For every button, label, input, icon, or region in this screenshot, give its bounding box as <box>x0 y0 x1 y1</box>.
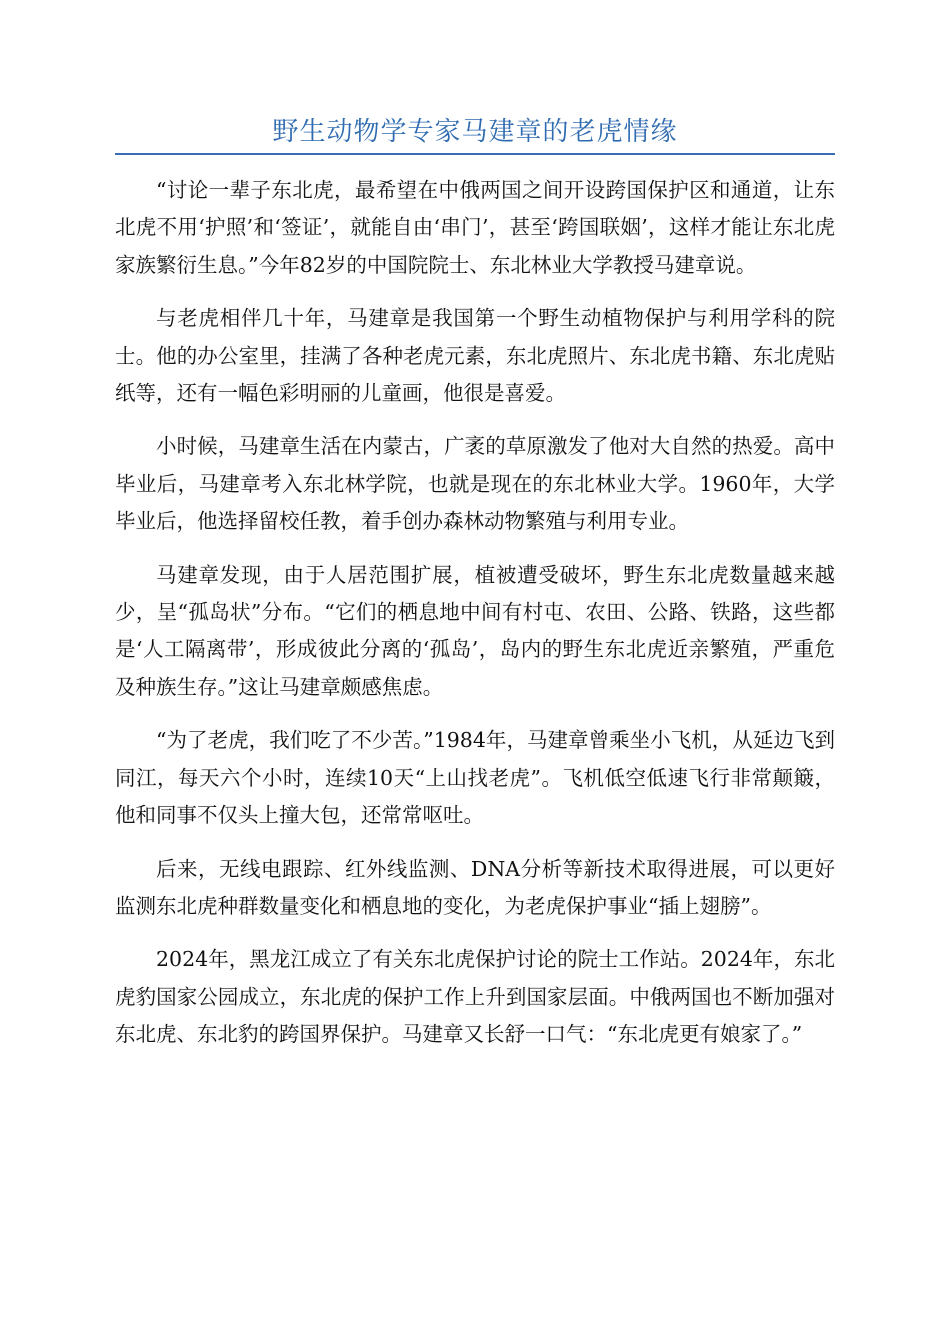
paragraph-2: 与老虎相伴几十年，马建章是我国第一个野生动植物保护与利用学科的院士。他的办公室里，挂满了各种老虎元素，东北虎照片、东北虎书籍、东北虎贴纸等，还有一幅色彩明丽的儿童画，他很是喜爱。 <box>115 306 835 406</box>
document-title: 野生动物学专家马建章的老虎情缘 <box>272 117 678 147</box>
title-underline <box>115 153 835 155</box>
paragraph-5: “为了老虎，我们吃了不少苦。”1984年，马建章曾乘坐小飞机，从延边飞到同江，每天六个小时，连续10天“上山找老虎”。飞机低空低速飞行非常颠簸，他和同事不仅头上撞大包，还常常呕吐。 <box>115 728 835 828</box>
paragraph-4: 马建章发现，由于人居范围扩展，植被遭受破坏，野生东北虎数量越来越少，呈“孤岛状”分布。“它们的栖息地中间有村屯、农田、公路、铁路，这些都是‘人工隔离带’，形成彼此分离的‘孤岛’，岛内的野生东北虎近亲繁殖，严重危及种族生存。”这让马建章颇感焦虑。 <box>115 562 835 699</box>
paragraph-6: 后来，无线电跟踪、红外线监测、DNA分析等新技术取得进展，可以更好监测东北虎种群数量变化和栖息地的变化，为老虎保护事业“插上翅膀”。 <box>115 856 835 918</box>
paragraph-3: 小时候，马建章生活在内蒙古，广袤的草原激发了他对大自然的热爱。高中毕业后，马建章考入东北林学院，也就是现在的东北林业大学。1960年，大学毕业后，他选择留校任教，着手创办森林动物繁殖与利用专业。 <box>115 434 835 534</box>
paragraph-7: 2024年，黑龙江成立了有关东北虎保护讨论的院士工作站。2024年，东北虎豹国家公园成立，东北虎的保护工作上升到国家层面。中俄两国也不断加强对东北虎、东北豹的跨国界保护。马建章又长舒一口气：“东北虎更有娘家了。” <box>115 947 835 1047</box>
document-body <box>115 172 835 1070</box>
paragraph-1: “讨论一辈子东北虎，最希望在中俄两国之间开设跨国保护区和通道，让东北虎不用‘护照’和‘签证’，就能自由‘串门’，甚至‘跨国联姻’，这样才能让东北虎家族繁衍生息。”今年82岁的中国院院士、东北林业大学教授马建章说。 <box>115 178 835 277</box>
